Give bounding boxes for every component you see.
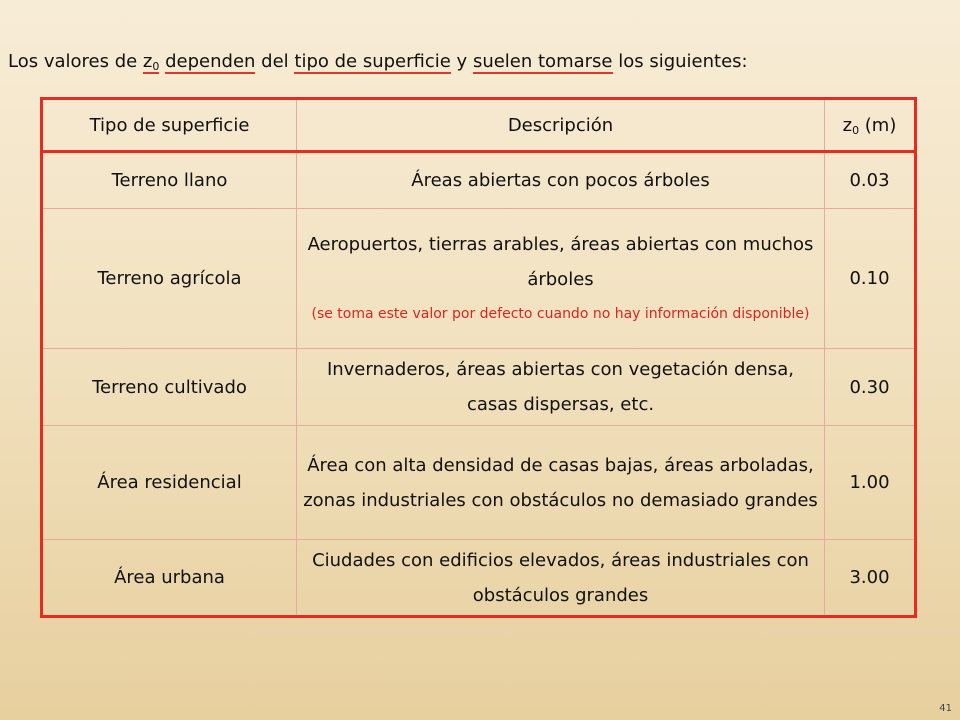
intro-prefix: Los valores de bbox=[8, 51, 143, 72]
cell-tipo: Terreno llano bbox=[42, 152, 297, 209]
cell-tipo: Terreno cultivado bbox=[42, 349, 297, 426]
table-row bbox=[42, 152, 916, 209]
cell-descripcion: Área con alta densidad de casas bajas, áreas arboladas, zonas industriales con obstáculos no demasiado grandes bbox=[297, 426, 825, 540]
intro-tipo-superficie: tipo de superficie bbox=[294, 51, 451, 72]
header-tipo: Tipo de superficie bbox=[42, 99, 297, 152]
table-row bbox=[42, 349, 916, 426]
cell-tipo: Área urbana bbox=[42, 540, 297, 617]
cell-z0: 0.03 bbox=[825, 152, 916, 209]
cell-descripcion: Invernaderos, áreas abiertas con vegetación densa, casas dispersas, etc. bbox=[297, 349, 825, 426]
cell-z0: 1.00 bbox=[825, 426, 916, 540]
table-row bbox=[42, 426, 916, 540]
cell-descripcion: Ciudades con edificios elevados, áreas industriales con obstáculos grandes bbox=[297, 540, 825, 617]
cell-descripcion: Áreas abiertas con pocos árboles bbox=[297, 152, 825, 209]
table-row bbox=[42, 209, 916, 349]
intro-suelen-tomarse: suelen tomarse bbox=[472, 51, 613, 72]
default-value-note: (se toma este valor por defecto cuando no hay información disponible) bbox=[311, 305, 810, 322]
cell-z0: 0.10 bbox=[825, 209, 916, 349]
header-z0: $z_0$ (m) bbox=[825, 99, 916, 152]
cell-z0: 0.30 bbox=[825, 349, 916, 426]
cell-descripcion bbox=[297, 209, 825, 349]
intro-text: Los valores de $z_0$ dependen del tipo de superficie y suelen tomarse los siguientes: bbox=[8, 51, 748, 73]
intro-dependen: dependen bbox=[165, 51, 256, 72]
description-text: Aeropuertos, tierras arables, áreas abiertas con muchos árboles bbox=[307, 233, 814, 290]
header-descripcion: Descripción bbox=[297, 99, 825, 152]
cell-tipo: Terreno agrícola bbox=[42, 209, 297, 349]
page-number: 41 bbox=[939, 703, 952, 714]
cell-tipo: Área residencial bbox=[42, 426, 297, 540]
cell-z0: 3.00 bbox=[825, 540, 916, 617]
table-header-row bbox=[42, 99, 916, 152]
roughness-table bbox=[40, 97, 917, 618]
z0-symbol: $z_0$ bbox=[142, 51, 160, 73]
table-row bbox=[42, 540, 916, 617]
